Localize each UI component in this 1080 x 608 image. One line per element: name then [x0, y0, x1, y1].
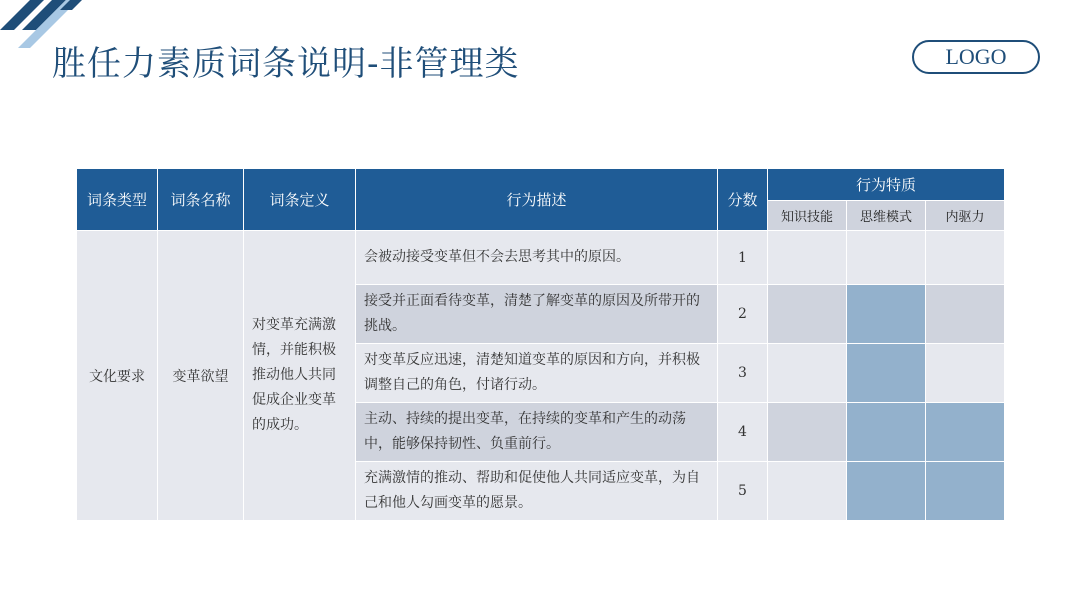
header-type: 词条类型	[77, 169, 158, 231]
trait-cell-thinking	[847, 231, 926, 285]
trait-cell-thinking	[847, 462, 926, 521]
trait-cell-knowledge	[768, 285, 847, 344]
score-cell: 2	[718, 285, 768, 344]
header-name: 词条名称	[158, 169, 244, 231]
score-cell: 1	[718, 231, 768, 285]
trait-cell-knowledge	[768, 462, 847, 521]
behavior-description: 接受并正面看待变革，清楚了解变革的原因及所带开的挑战。	[356, 285, 718, 344]
header-traits: 行为特质	[768, 169, 1005, 201]
score-cell: 5	[718, 462, 768, 521]
score-cell: 4	[718, 403, 768, 462]
table-body	[77, 231, 1005, 521]
trait-cell-thinking	[847, 344, 926, 403]
header-score: 分数	[718, 169, 768, 231]
trait-cell-knowledge	[768, 231, 847, 285]
trait-cell-thinking	[847, 403, 926, 462]
trait-cell-knowledge	[768, 344, 847, 403]
trait-cell-drive	[926, 344, 1005, 403]
header-trait-drive: 内驱力	[926, 201, 1005, 231]
logo-badge: LOGO	[912, 40, 1040, 74]
behavior-description: 对变革反应迅速，清楚知道变革的原因和方向，并积极调整自己的角色，付诸行动。	[356, 344, 718, 403]
entry-name: 变革欲望	[158, 231, 244, 521]
trait-cell-knowledge	[768, 403, 847, 462]
header-trait-thinking: 思维模式	[847, 201, 926, 231]
trait-cell-drive	[926, 285, 1005, 344]
trait-cell-drive	[926, 462, 1005, 521]
entry-definition: 对变革充满激情，并能积极推动他人共同促成企业变革的成功。	[244, 231, 356, 521]
behavior-description: 主动、持续的提出变革，在持续的变革和产生的动荡中，能够保持韧性、负重前行。	[356, 403, 718, 462]
table-row	[77, 231, 1005, 285]
page-title: 胜任力素质词条说明-非管理类	[52, 44, 520, 84]
competency-table	[76, 168, 1005, 521]
entry-type: 文化要求	[77, 231, 158, 521]
behavior-description: 充满激情的推动、帮助和促使他人共同适应变革，为自己和他人勾画变革的愿景。	[356, 462, 718, 521]
score-cell: 3	[718, 344, 768, 403]
trait-cell-thinking	[847, 285, 926, 344]
trait-cell-drive	[926, 403, 1005, 462]
trait-cell-drive	[926, 231, 1005, 285]
header-behavior: 行为描述	[356, 169, 718, 231]
header-trait-knowledge: 知识技能	[768, 201, 847, 231]
header-definition: 词条定义	[244, 169, 356, 231]
behavior-description: 会被动接受变革但不会去思考其中的原因。	[356, 231, 718, 285]
